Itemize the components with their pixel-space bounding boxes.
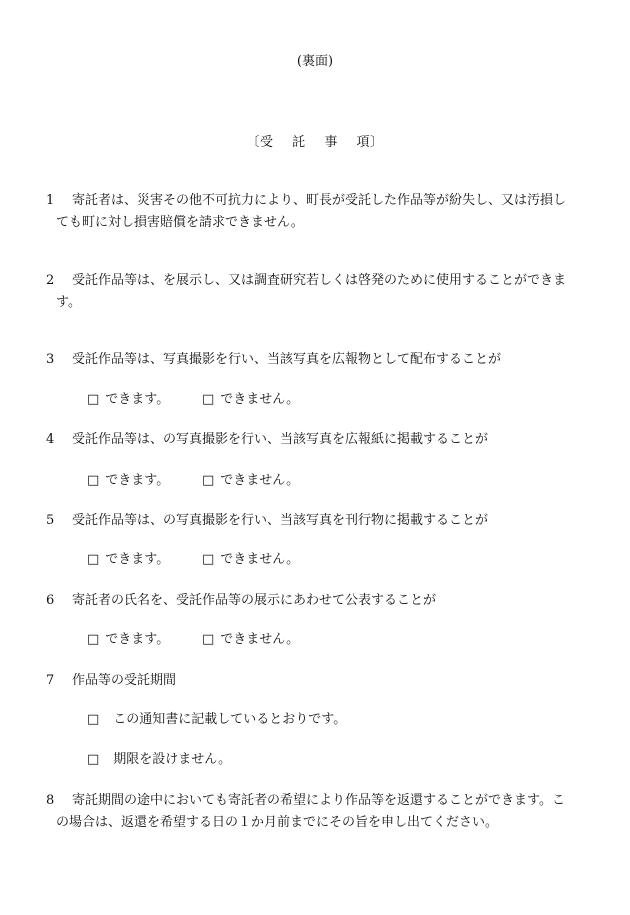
clause-text: 寄託者の氏名を、受託作品等の展示にあわせて公表することが <box>72 593 437 608</box>
checkbox-cannot-3[interactable] <box>202 390 299 410</box>
checkbox-icon[interactable]: □ <box>202 552 215 567</box>
checkbox-cannot-4[interactable] <box>202 471 299 491</box>
clause-number: 6 <box>46 593 55 608</box>
checkbox-icon[interactable]: □ <box>87 752 100 767</box>
clause-text: 受託作品等は、の写真撮影を行い、当該写真を広報紙に掲載することが <box>72 432 489 447</box>
checkbox-period-as-notice[interactable] <box>87 710 346 730</box>
clause-text: 受託作品等は、の写真撮影を行い、当該写真を刊行物に掲載することが <box>72 513 489 528</box>
clause-number: 4 <box>46 432 55 447</box>
checkbox-icon[interactable]: □ <box>202 632 215 647</box>
checkbox-can-5[interactable] <box>87 550 169 570</box>
clause-text-cont: す。 <box>56 295 81 310</box>
checkbox-icon[interactable]: □ <box>87 552 100 567</box>
checkbox-label: この通知書に記載しているとおりです。 <box>113 712 347 727</box>
checkbox-label: できます。 <box>105 632 170 647</box>
clause-text-cont: ても町に対し損害賠償を請求できません。 <box>56 215 304 230</box>
checkbox-cannot-5[interactable] <box>202 550 299 570</box>
clause-text: 寄託期間の途中においても寄託者の希望により作品等を返還することができます。こ <box>72 793 565 808</box>
checkbox-icon[interactable]: □ <box>202 473 215 488</box>
clause-number: 3 <box>46 352 55 367</box>
checkbox-icon[interactable]: □ <box>87 712 100 727</box>
checkbox-can-6[interactable] <box>87 630 169 650</box>
clause-number: 8 <box>46 793 55 808</box>
checkbox-label: できません。 <box>220 552 300 567</box>
clause-text: 受託作品等は、写真撮影を行い、当該写真を広報物として配布することが <box>72 352 502 367</box>
checkbox-icon[interactable]: □ <box>87 473 100 488</box>
clause-text: 寄託者は、災害その他不可抗力により、町長が受託した作品等が紛失し、又は汚損し <box>72 193 567 208</box>
clause-number: 2 <box>46 273 55 288</box>
page-side-label: (裏面) <box>296 54 334 69</box>
checkbox-can-3[interactable] <box>87 390 169 410</box>
clause-number: 5 <box>46 513 55 528</box>
section-title-part: 託 <box>292 135 306 150</box>
checkbox-icon[interactable]: □ <box>87 632 100 647</box>
checkbox-label: できません。 <box>220 392 300 407</box>
section-title-part: 〔受 <box>246 135 274 150</box>
checkbox-icon[interactable]: □ <box>87 392 100 407</box>
clause-text: 作品等の受託期間 <box>72 673 177 688</box>
checkbox-can-4[interactable] <box>87 471 169 491</box>
section-title <box>0 131 630 150</box>
clause-text-cont: の場合は、返還を希望する日の１か月前までにその旨を申し出てください。 <box>56 815 499 830</box>
clause-text: 受託作品等は、を展示し、又は調査研究若しくは啓発のために使用することができま <box>72 273 567 288</box>
checkbox-icon[interactable]: □ <box>202 392 215 407</box>
clause-number: 1 <box>46 193 55 208</box>
checkbox-label: できます。 <box>105 552 170 567</box>
checkbox-cannot-6[interactable] <box>202 630 299 650</box>
checkbox-label: できます。 <box>105 473 170 488</box>
checkbox-label: できません。 <box>220 632 300 647</box>
checkbox-period-no-limit[interactable] <box>87 750 231 770</box>
clause-number: 7 <box>46 673 55 688</box>
checkbox-label: できます。 <box>105 392 170 407</box>
checkbox-label: 期限を設けません。 <box>113 752 232 767</box>
section-title-part: 事 <box>324 135 338 150</box>
checkbox-label: できません。 <box>220 473 300 488</box>
section-title-part: 項〕 <box>356 135 384 150</box>
